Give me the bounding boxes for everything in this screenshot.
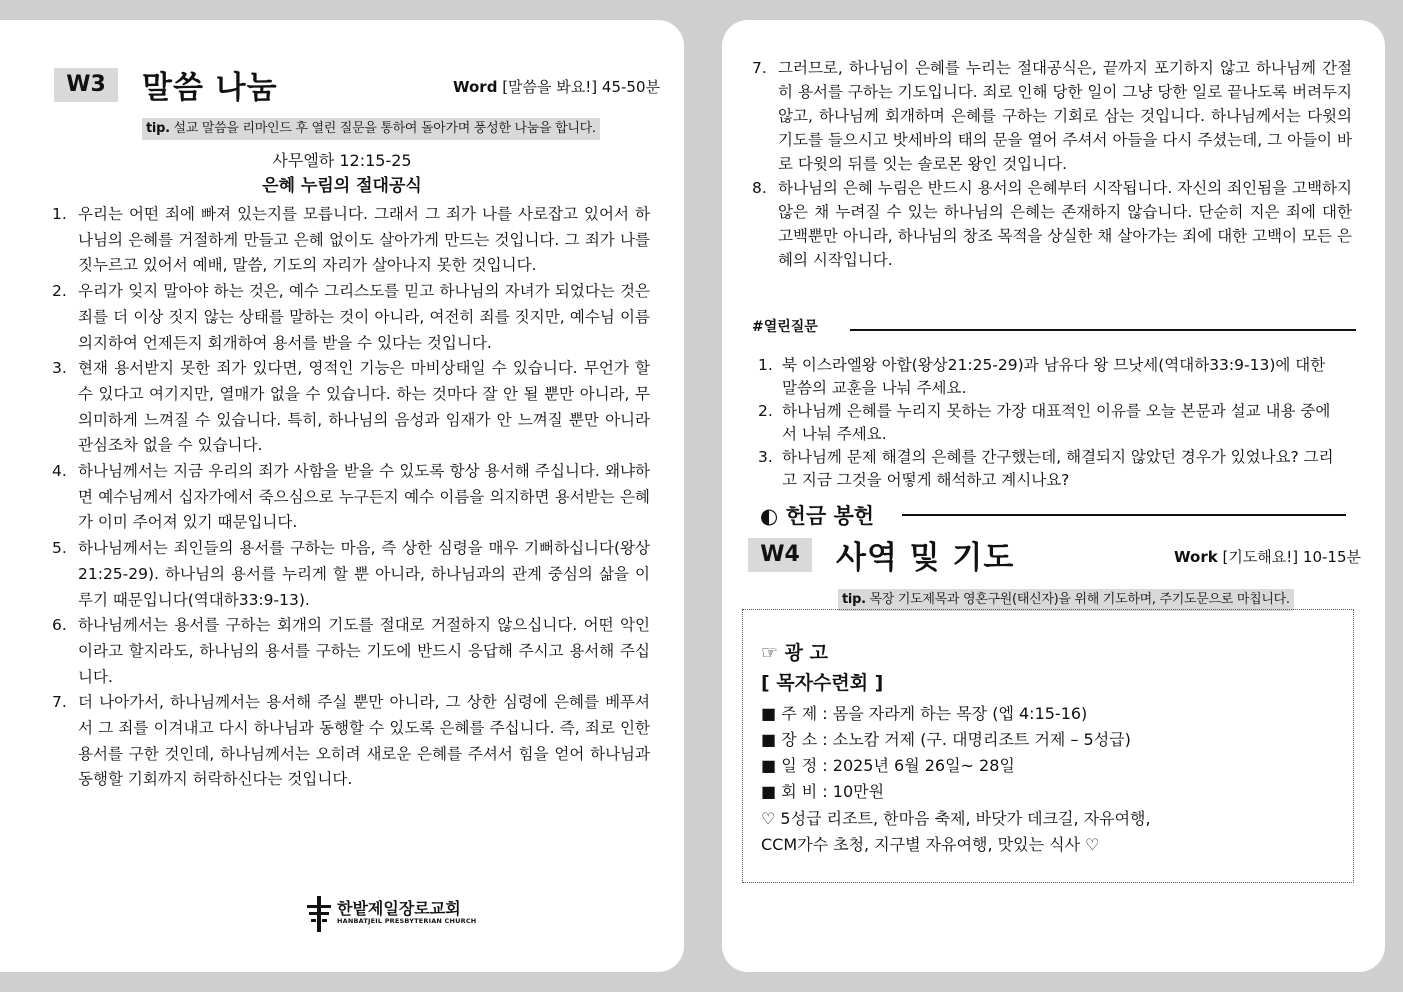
w3-badge: W3 [54, 68, 118, 102]
sermon-point-text: 더 나아가서, 하나님께서는 용서해 주실 뿐만 아니라, 그 상한 심령에 은혜를 베푸셔서 그 죄를 이겨내고 다시 하나님과 동행할 수 있도록 은혜를 주십니다. 즉, 죄로 인한 용서를 구한 것인데, 하나님께서는 오히려 새로운 은혜를 주셔서 힘을 얻어 하나님과 동행할 기회까지 허락하신다는 것입니다. [78, 693, 650, 789]
notice-line: ■ 주 제 : 몸을 자라게 하는 목장 (엡 4:15-16) [761, 704, 1088, 723]
question-item-number: 2. [758, 402, 773, 420]
sermon-point [52, 279, 650, 356]
sermon-point-number: 5. [52, 539, 67, 558]
notice-line: ♡ 5성급 리조트, 한마음 축제, 바닷가 데크길, 자유여행, [761, 809, 1151, 828]
w4-title: 사역 및 기도 [836, 540, 1015, 576]
sermon-point [52, 536, 650, 613]
church-name-english: HANBATJEIL PRESBYTERIAN CHURCH [337, 917, 477, 925]
w3-time: Word [말씀을 봐요!] 45-50분 [452, 78, 660, 96]
sermon-point-text: 우리는 어떤 죄에 빠져 있는지를 모릅니다. 그래서 그 죄가 나를 사로잡고 있어서 하나님의 은혜를 거절하게 만들고 은혜 없이도 살아가게 만드는 것입니다. 그 죄가 나를 짓누르고 있어서 예배, 말씀, 기도의 자리가 살아나지 못한 것입니다. [78, 205, 650, 275]
notice-heading: ☞ 광 고 [761, 642, 828, 664]
notice-line: ■ 회 비 : 10만원 [761, 782, 885, 801]
sermon-point-number: 7. [52, 693, 67, 712]
question-item [758, 400, 1338, 446]
sermon-point-number: 8. [752, 179, 767, 197]
w4-header [722, 538, 1385, 588]
sermon-point [52, 690, 650, 793]
question-item-number: 3. [758, 448, 773, 466]
sermon-point [752, 176, 1352, 272]
w4-time: Work [기도해요!] 10-15분 [1174, 548, 1361, 566]
left-page [0, 20, 684, 972]
church-name: 한밭제일장로교회 [337, 899, 461, 918]
sermon-points [52, 202, 650, 793]
sermon-point-text: 하나님의 은혜 누림은 반드시 용서의 은혜부터 시작됩니다. 자신의 죄인됨을 고백하지 않은 채 누려질 수 있는 하나님의 은혜는 존재하지 않습니다. 단순히 지은 죄에 대한 고백뿐만 아니라, 하나님의 창조 목적을 상실한 채 살아가는 죄에 대한 고백이 모든 은혜의 시작입니다. [778, 179, 1352, 269]
notice-line: ■ 일 정 : 2025년 6월 26일~ 28일 [761, 756, 1015, 775]
question-item-text: 하나님께 문제 해결의 은혜를 간구했는데, 해결되지 않았던 경우가 있었나요? 그리고 지금 그것을 어떻게 해석하고 계시나요? [782, 448, 1334, 489]
w4-tip: tip. 목장 기도제목과 영혼구원(태신자)을 위해 기도하며, 주기도문으로 마칩니다. [838, 589, 1294, 611]
sermon-point [52, 356, 650, 459]
sermon-point-number: 3. [52, 359, 67, 378]
sermon-point-number: 7. [752, 59, 767, 77]
sermon-point [752, 56, 1352, 176]
offering-heading: ◐ 헌금 봉헌 [760, 504, 875, 528]
sermon-point-number: 4. [52, 462, 67, 481]
sermon-point-text: 현재 용서받지 못한 죄가 있다면, 영적인 기능은 마비상태일 수 있습니다. 무언가 할 수 있다고 여기지만, 열매가 없을 수 있습니다. 하는 것마다 잘 안 될 뿐만 아니라, 무의미하게 느껴질 수 있습니다. 특히, 하나님의 음성과 임재가 안 느껴질 뿐만 아니라 관심조차 없을 수 있습니다. [78, 359, 650, 455]
w4-badge: W4 [748, 538, 812, 572]
open-questions [758, 354, 1338, 492]
notice-event: [ 목자수련회 ] [761, 672, 884, 694]
notice-line: CCM가수 초청, 지구별 자유여행, 맛있는 식사 ♡ [761, 835, 1100, 854]
sermon-title: 은혜 누림의 절대공식 [262, 176, 422, 196]
w3-title: 말씀 나눔 [142, 70, 278, 106]
w3-tip: tip. 설교 말씀을 리마인드 후 열린 질문을 통하여 돌아가며 풍성한 나눔을 합니다. [142, 118, 600, 140]
question-item-text: 하나님께 은혜를 누리지 못하는 가장 대표적인 이유를 오늘 본문과 설교 내용 중에서 나눠 주세요. [782, 402, 1331, 443]
sermon-point-text: 하나님께서는 지금 우리의 죄가 사함을 받을 수 있도록 항상 용서해 주십니다. 왜냐하면 예수님께서 십자가에서 죽으심으로 누구든지 예수 이름을 의지하면 용서받는 은혜가 이미 주어져 있기 때문입니다. [78, 462, 650, 532]
sermon-point [52, 459, 650, 536]
sermon-point [52, 613, 650, 690]
right-page [722, 20, 1385, 972]
question-item-number: 1. [758, 356, 773, 374]
sermon-point-text: 하나님께서는 죄인들의 용서를 구하는 마음, 즉 상한 심령을 매우 기뻐하십니다(왕상21:25-29). 하나님의 용서를 누리게 할 뿐 아니라, 하나님과의 관계 중심의 삶을 이루기 때문입니다(역대하33:9-13). [78, 539, 650, 609]
sermon-point-text: 그러므로, 하나님이 은혜를 누리는 절대공식은, 끝까지 포기하지 않고 하나님께 간절히 용서를 구하는 기도입니다. 죄로 인해 당한 일이 그냥 당한 일로 끝나도록 버려두지 않고, 하나님께 회개하며 은혜를 구하는 기회로 삼는 것입니다. 하나님께서는 다윗의 기도를 들으시고 밧세바의 태의 문을 열어 주셔서 아들을 다시 주셨는데, 그 아들이 바로 다윗의 뒤를 잇는 솔로몬 왕인 것입니다. [778, 59, 1352, 173]
sermon-point-text: 우리가 잊지 말아야 하는 것은, 예수 그리스도를 믿고 하나님의 자녀가 되었다는 것은 죄를 더 이상 짓지 않는 상태를 말하는 것이 아니라, 여전히 죄를 짓지만, 예수님 이름 의지하여 언제든지 회개하여 용서를 받을 수 있다는 것입니다. [78, 282, 650, 352]
notice-line: ■ 장 소 : 소노캄 거제 (구. 대명리조트 거제 – 5성급) [761, 730, 1131, 749]
sermon-point-number: 6. [52, 616, 67, 635]
notice-box [742, 609, 1354, 883]
cross-logo-icon [305, 896, 333, 932]
offering-divider [902, 514, 1346, 516]
w3-header [0, 68, 684, 118]
question-item [758, 354, 1338, 400]
sermon-point [52, 202, 650, 279]
scripture-reference: 사무엘하 12:15-25 [272, 151, 412, 170]
sermon-points-continued [752, 56, 1352, 272]
open-questions-label: #열린질문 [752, 319, 818, 335]
question-item [758, 446, 1338, 492]
sermon-point-text: 하나님께서는 용서를 구하는 회개의 기도를 절대로 거절하지 않으십니다. 어떤 악인이라고 할지라도, 하나님의 용서를 구하는 기도에 반드시 응답해 주시고 용서해 주십니다. [78, 616, 651, 686]
question-item-text: 북 이스라엘왕 아합(왕상21:25-29)과 남유다 왕 므낫세(역대하33:9-13)에 대한 말씀의 교훈을 나눠 주세요. [782, 356, 1326, 397]
questions-divider [850, 329, 1356, 331]
sermon-point-number: 2. [52, 282, 67, 301]
sermon-point-number: 1. [52, 205, 67, 223]
